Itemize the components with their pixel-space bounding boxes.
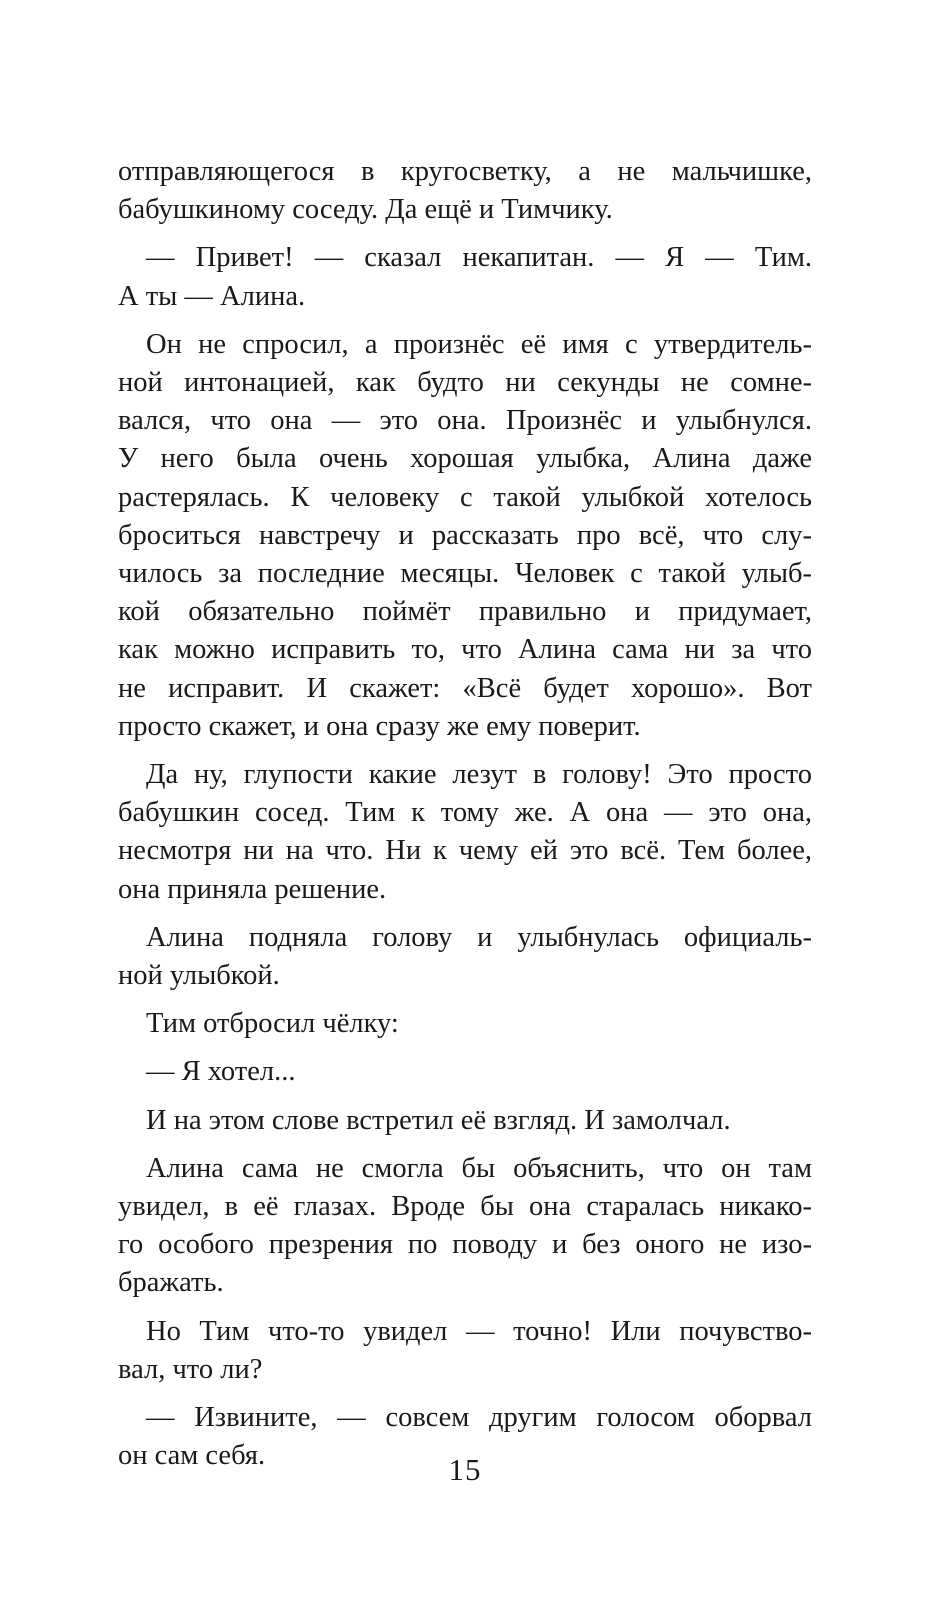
text-line: чилось за последние месяцы. Человек с такой улыб- <box>118 558 812 590</box>
text-line: вался, что она — это она. Произнёс и улыбнулся. <box>118 405 812 437</box>
text-line: — Я хотел... <box>146 1056 296 1088</box>
text-line: как можно исправить то, что Алина сама ни за что <box>118 634 812 666</box>
text-line: ной улыбкой. <box>118 960 280 992</box>
text-line: она приняла решение. <box>118 873 387 905</box>
text-line: бабушкиному соседу. Да ещё и Тимчику. <box>118 194 613 226</box>
paragraph <box>118 1150 812 1303</box>
text-line: Он не спросил, а произнёс её имя с утвердитель- <box>146 328 812 360</box>
paragraph <box>118 326 812 746</box>
text-line: Алина сама не смогла бы объяснить, что он там <box>146 1152 812 1184</box>
text-line: кой обязательно поймёт правильно и придумает, <box>118 596 812 628</box>
text-line: ной интонацией, как будто ни секунды не сомне- <box>118 367 812 399</box>
paragraph <box>118 1102 812 1140</box>
text-line: бабушкин сосед. Тим к тому же. А она — это она, <box>118 797 812 829</box>
text-line: вал, что ли? <box>118 1353 263 1385</box>
text-line: — Извините, — совсем другим голосом оборвал <box>146 1402 812 1434</box>
paragraph <box>118 919 812 995</box>
text-line: растерялась. К человеку с такой улыбкой хотелось <box>118 481 812 513</box>
text-line: Да ну, глупости какие лезут в голову! Это просто <box>146 759 812 791</box>
text-line: несмотря ни на что. Ни к чему ей это всё. Тем более, <box>118 835 812 867</box>
text-line: не исправит. И скажет: «Всё будет хорошо». Вот <box>118 672 812 704</box>
text-line: Но Тим что-то увидел — точно! Или почувство- <box>146 1315 812 1347</box>
text-line: У него была очень хорошая улыбка, Алина даже <box>118 443 812 475</box>
text-line: — Привет! — сказал некапитан. — Я — Тим. <box>146 242 812 274</box>
text-line: увидел, в её глазах. Вроде бы она старалась никако- <box>118 1191 812 1223</box>
text-line: отправляющегося в кругосветку, а не мальчишке, <box>118 156 812 187</box>
text-line: просто скажет, и она сразу же ему поверит. <box>118 710 641 742</box>
text-line: он сам себя. <box>118 1440 266 1472</box>
paragraph <box>118 239 812 315</box>
paragraph <box>118 153 812 229</box>
text-line: Тим отбросил чёлку: <box>146 1008 399 1040</box>
body-text <box>118 153 812 1476</box>
text-line: броситься навстречу и рассказать про всё, что слу- <box>118 519 812 551</box>
page-number: 15 <box>448 1452 482 1487</box>
paragraph <box>118 1005 812 1043</box>
text-line: А ты — Алина. <box>118 280 306 312</box>
text-line: И на этом слове встретил её взгляд. И замолчал. <box>146 1104 731 1136</box>
paragraph <box>118 1313 812 1389</box>
text-line: бражать. <box>118 1267 224 1299</box>
paragraph <box>118 756 812 909</box>
text-line: го особого презрения по поводу и без оного не изо- <box>118 1229 812 1261</box>
text-line: Алина подняла голову и улыбнулась официаль- <box>146 921 812 953</box>
paragraph <box>118 1053 812 1091</box>
